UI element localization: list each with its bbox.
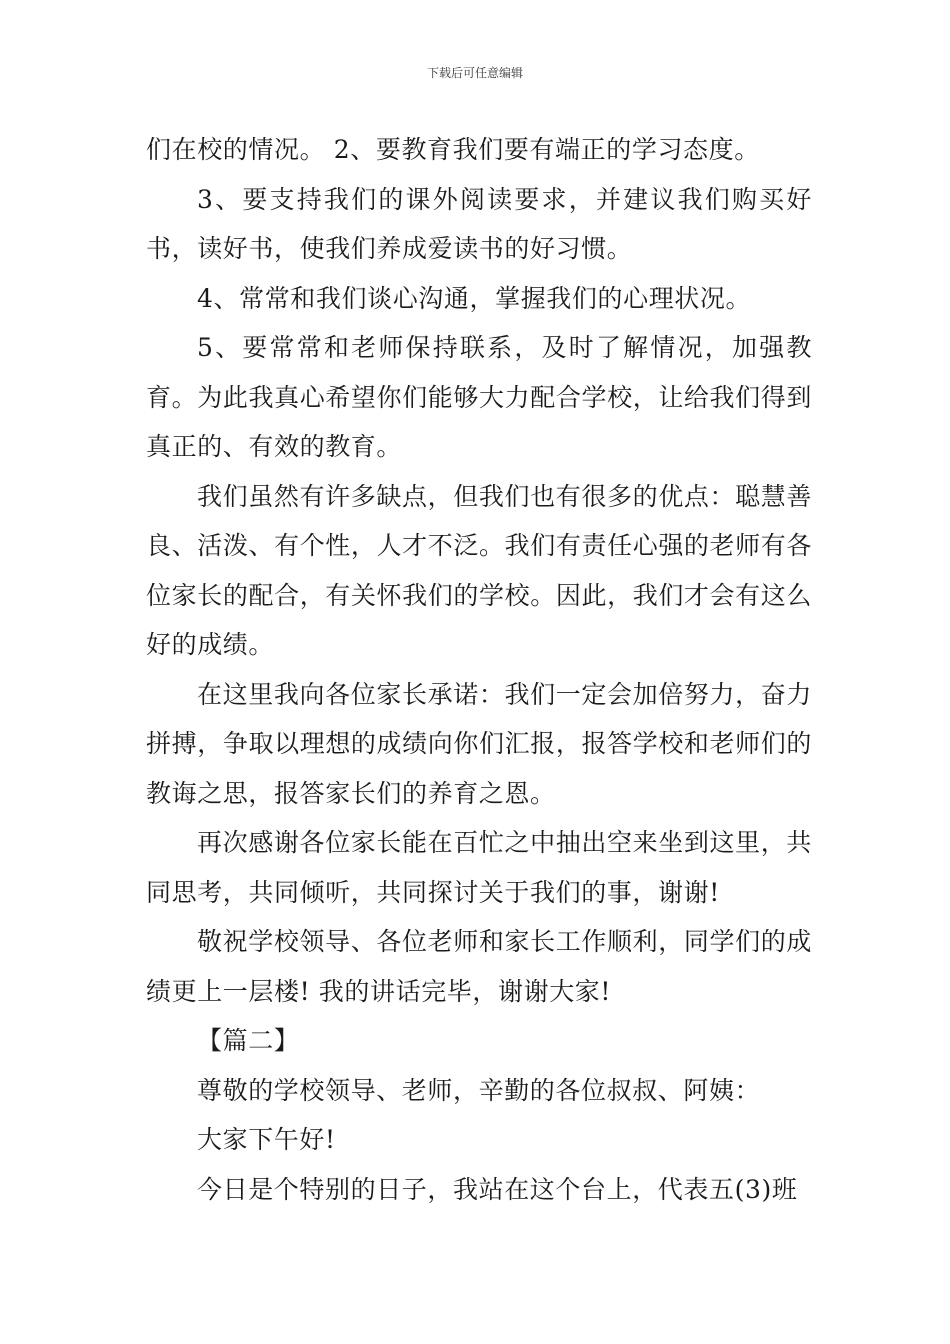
- paragraph-7: 再次感谢各位家长能在百忙之中抽出空来坐到这里，共同思考，共同倾听，共同探讨关于我们的事，谢谢!: [146, 828, 812, 907]
- document-body: [146, 125, 812, 1214]
- paragraph-5: 我们虽然有许多缺点，但我们也有很多的优点：聪慧善良、活泼、有个性，人才不泛。我们有责任心强的老师有各位家长的配合，有关怀我们的学校。因此，我们才会有这么好的成绩。: [146, 481, 812, 659]
- greeting: 大家下午好!: [197, 1125, 336, 1154]
- section-heading: 【篇二】: [197, 1026, 300, 1055]
- salutation: 尊敬的学校领导、老师，辛勤的各位叔叔、阿姨：: [197, 1075, 761, 1105]
- paragraph-1: 们在校的情况。 2、要教育我们要有端正的学习态度。: [146, 135, 760, 164]
- paragraph-2: 3、要支持我们的课外阅读要求，并建议我们购买好书，读好书，使我们养成爱读书的好习惯。: [146, 184, 812, 263]
- paragraph-6: 在这里我向各位家长承诺：我们一定会加倍努力，奋力拼搏，争取以理想的成绩向你们汇报，报答学校和老师们的教诲之思，报答家长们的养育之恩。: [146, 679, 812, 808]
- paragraph-8: 敬祝学校领导、各位老师和家长工作顺利，同学们的成绩更上一层楼! 我的讲话完毕，谢谢大家!: [146, 927, 812, 1006]
- paragraph-4: 5、要常常和老师保持联系，及时了解情况，加强教育。为此我真心希望你们能够大力配合学校，让给我们得到真正的、有效的教育。: [146, 333, 812, 461]
- paragraph-3: 4、常常和我们谈心沟通，掌握我们的心理状况。: [197, 283, 752, 313]
- page-header: 下载后可任意编辑: [426, 66, 523, 80]
- paragraph-12: 今日是个特别的日子，我站在这个台上，代表五(3)班: [197, 1174, 798, 1204]
